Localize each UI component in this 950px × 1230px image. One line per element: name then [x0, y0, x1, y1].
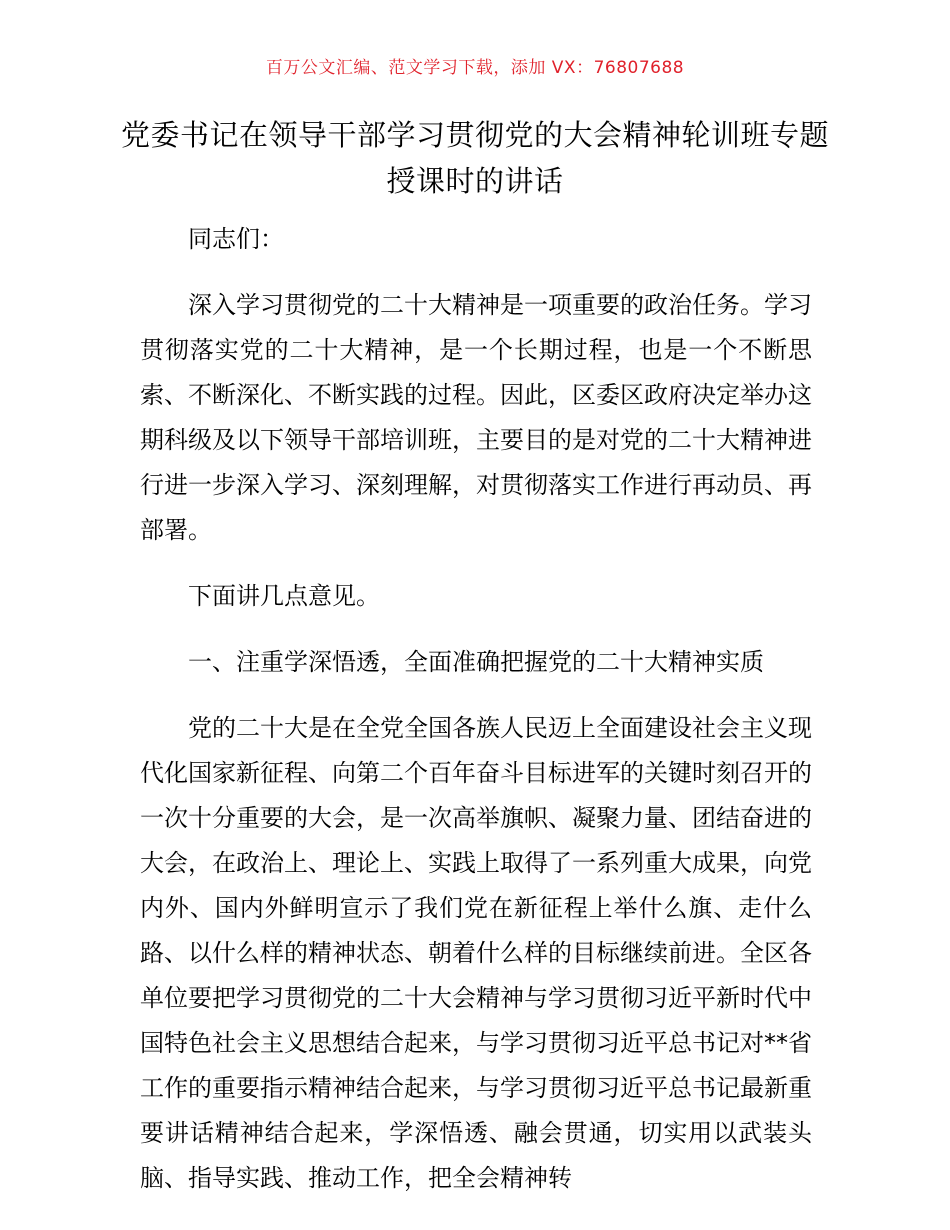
paragraph-section-1: 党的二十大是在全党全国各族人民迈上全面建设社会主义现代化国家新征程、向第二个百年奋斗目标进军的关键时刻召开的一次十分重要的大会，是一次高举旗帜、凝聚力量、团结奋进的大会，在政治上、理论上、实践上取得了一系列重大成果，向党内外、国内外鲜明宣示了我们党在新征程上举什么旗、走什么路、以什么样的精神状态、朝着什么样的目标继续前进。全区各单位要把学习贯彻党的二十大会精神与学习贯彻习近平新时代中国特色社会主义思想结合起来，与学习贯彻习近平总书记对**省工作的重要指示精神结合起来，与学习贯彻习近平总书记最新重要讲话精神结合起来，学深悟透、融会贯通，切实用以武装头脑、指导实践、推动工作，把全会精神转	[140, 714, 812, 1192]
header-banner: 百万公文汇编、范文学习下载，添加 VX：76807688	[265, 58, 685, 78]
document-body	[140, 217, 812, 1201]
section-heading-1: 一、注重学深悟透，全面准确把握党的二十大精神实质	[188, 648, 764, 676]
paragraph-intro: 深入学习贯彻党的二十大精神是一项重要的政治任务。学习贯彻落实党的二十大精神，是一个长期过程，也是一个不断思索、不断深化、不断实践的过程。因此，区委区政府决定举办这期科级及以下领导干部培训班，主要目的是对党的二十大精神进行进一步深入学习、深刻理解，对贯彻落实工作进行再动员、再部署。	[140, 291, 812, 544]
document-title: 党委书记在领导干部学习贯彻党的大会精神轮训班专题授课时的讲话	[120, 118, 829, 198]
salutation: 同志们：	[188, 225, 284, 253]
paragraph-transition: 下面讲几点意见。	[188, 582, 380, 610]
